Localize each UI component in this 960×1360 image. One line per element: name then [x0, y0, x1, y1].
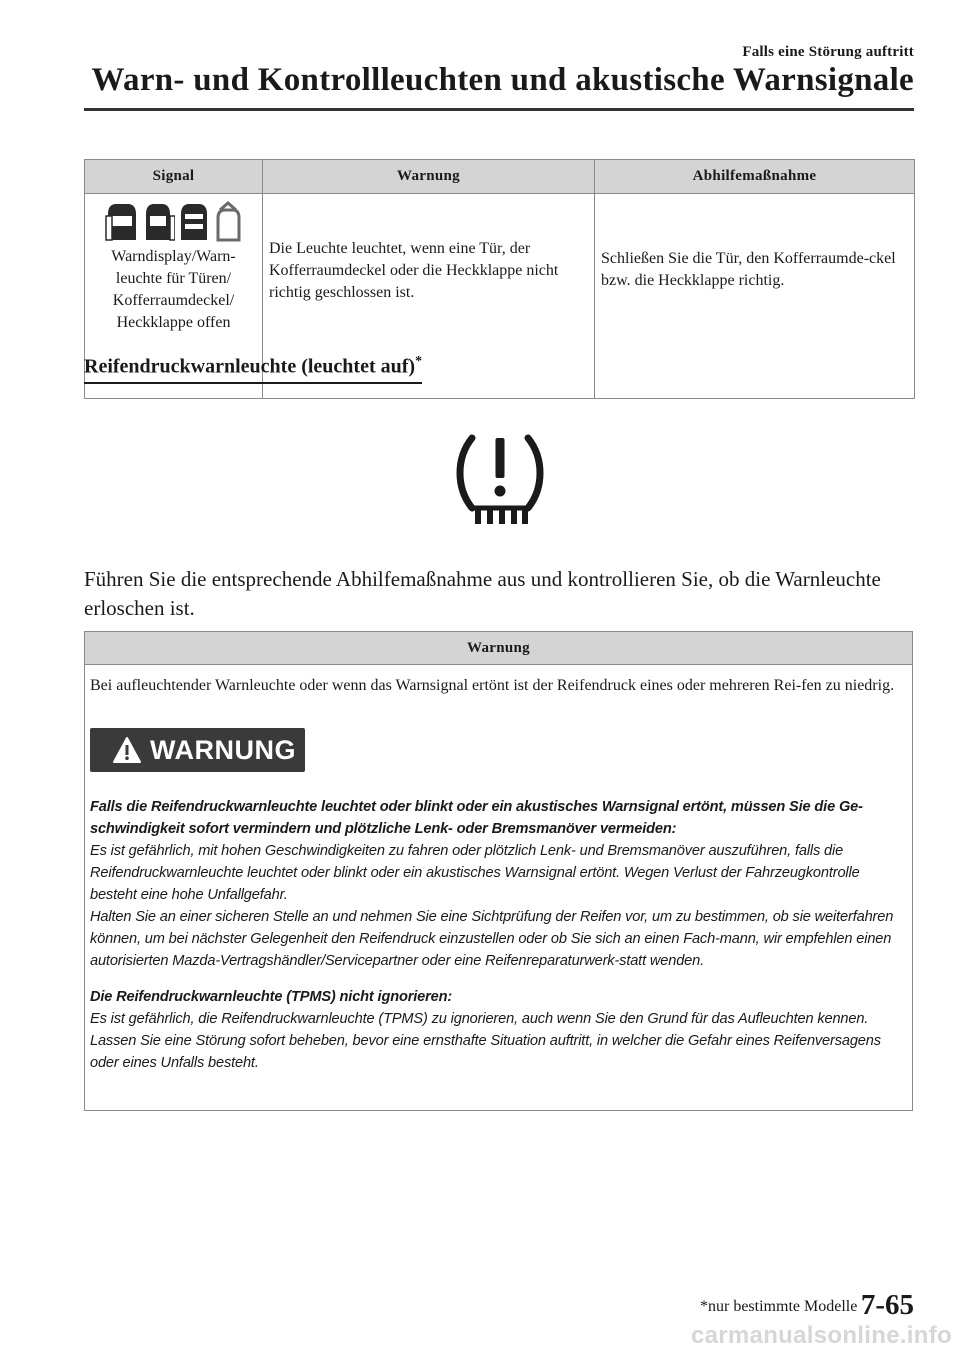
paragraph-gap [90, 972, 909, 986]
warning-paragraph-1-heading: Falls die Reifendruckwarnleuchte leuchtet oder blinkt oder ein akustisches Warnsignal ertönt, müssen Sie die Ge-schwindigkeit sofort vermindern und plötzliche Lenk- oder Bremsmanöver vermeiden: [90, 799, 863, 837]
signal-label: Warndisplay/Warn- leuchte für Türen/ Kofferraumdeckel/ Heckklappe offen [111, 248, 236, 331]
warning-triangle-icon [112, 736, 142, 764]
tpms-warning-icon [450, 430, 550, 526]
section-name: Falls eine Störung auftritt [742, 44, 914, 60]
column-header-signal: Signal [85, 160, 263, 194]
car-rear-doors-icon [177, 200, 211, 242]
warning-intro: Bei aufleuchtender Warnleuchte oder wenn das Warnsignal ertönt ist der Reifendruck eines oder mehreren Rei-fen zu niedrig. [90, 677, 895, 694]
section-heading [84, 354, 422, 384]
remedy-cell: Schließen Sie die Tür, den Kofferraumde-ckel bzw. die Heckklappe richtig. [595, 194, 915, 399]
warning-paragraph-3-heading: Die Reifendruckwarnleuchte (TPMS) nicht ignorieren: [90, 989, 453, 1005]
watermark: carmanualsonline.info [690, 1322, 952, 1349]
door-open-icons [89, 200, 258, 242]
warning-body [90, 796, 909, 1074]
warning-box [84, 631, 913, 1111]
footnote-mark: * [415, 354, 423, 369]
warnung-badge-label: WARNUNG [150, 734, 296, 765]
page-title: Warn- und Kontrollleuchten und akustische Warnsignale [91, 62, 914, 98]
car-tailgate-open-icon [213, 200, 243, 242]
instruction-text: Führen Sie die entsprechende Abhilfemaßnahme aus und kontrollieren Sie, ob die Warnleuchte erloschen ist. [84, 567, 881, 620]
footnote: *nur bestimmte Modelle [700, 1298, 858, 1315]
warnung-badge [90, 728, 305, 772]
car-door-open-icon [105, 200, 139, 242]
warning-paragraph-1: Es ist gefährlich, mit hohen Geschwindigkeiten zu fahren oder plötzlich Lenk- und Bremsmanöver auszuführen, falls die Reifendruckwarnleuchte leuchtet oder blinkt oder ein akustisches Warnsignal ertönt. Wegen Verlust der Fahrzeugkontrolle besteht eine hohe Unfallgefahr. [90, 843, 860, 903]
warning-paragraph-2: Halten Sie an einer sicheren Stelle an und nehmen Sie eine Sichtprüfung der Reifen vor, um zu bestimmen, ob sie weiterfahren können, um bei nächster Gelegenheit den Reifendruck einzustellen oder ob Sie sich an einen Fach-mann, wir empfehlen einen autorisierten Mazda-Vertragshändler/Servicepartner oder eine Reifenreparaturwerk-statt wenden. [90, 909, 894, 969]
car-doors-open-icon [141, 200, 175, 242]
page-number: 7-65 [860, 1289, 914, 1321]
warning-cell: Die Leuchte leuchtet, wenn eine Tür, der Kofferraumdeckel oder die Heckklappe nicht richtig geschlossen ist. [263, 194, 595, 399]
header-rule [84, 108, 914, 111]
column-header-remedy: Abhilfemaßnahme [595, 160, 915, 194]
warning-paragraph-3: Es ist gefährlich, die Reifendruckwarnleuchte (TPMS) zu ignorieren, auch wenn Sie den Grund für das Aufleuchten kennen. Lassen Sie eine Störung sofort beheben, bevor eine ernsthafte Situation auftritt, in welcher die Gefahr eines Reifenversagens oder eines Unfalls besteht. [90, 1011, 881, 1071]
warning-box-header: Warnung [85, 632, 912, 665]
column-header-warning: Warnung [263, 160, 595, 194]
section-heading-text: Reifendruckwarnleuchte (leuchtet auf) [84, 355, 416, 378]
